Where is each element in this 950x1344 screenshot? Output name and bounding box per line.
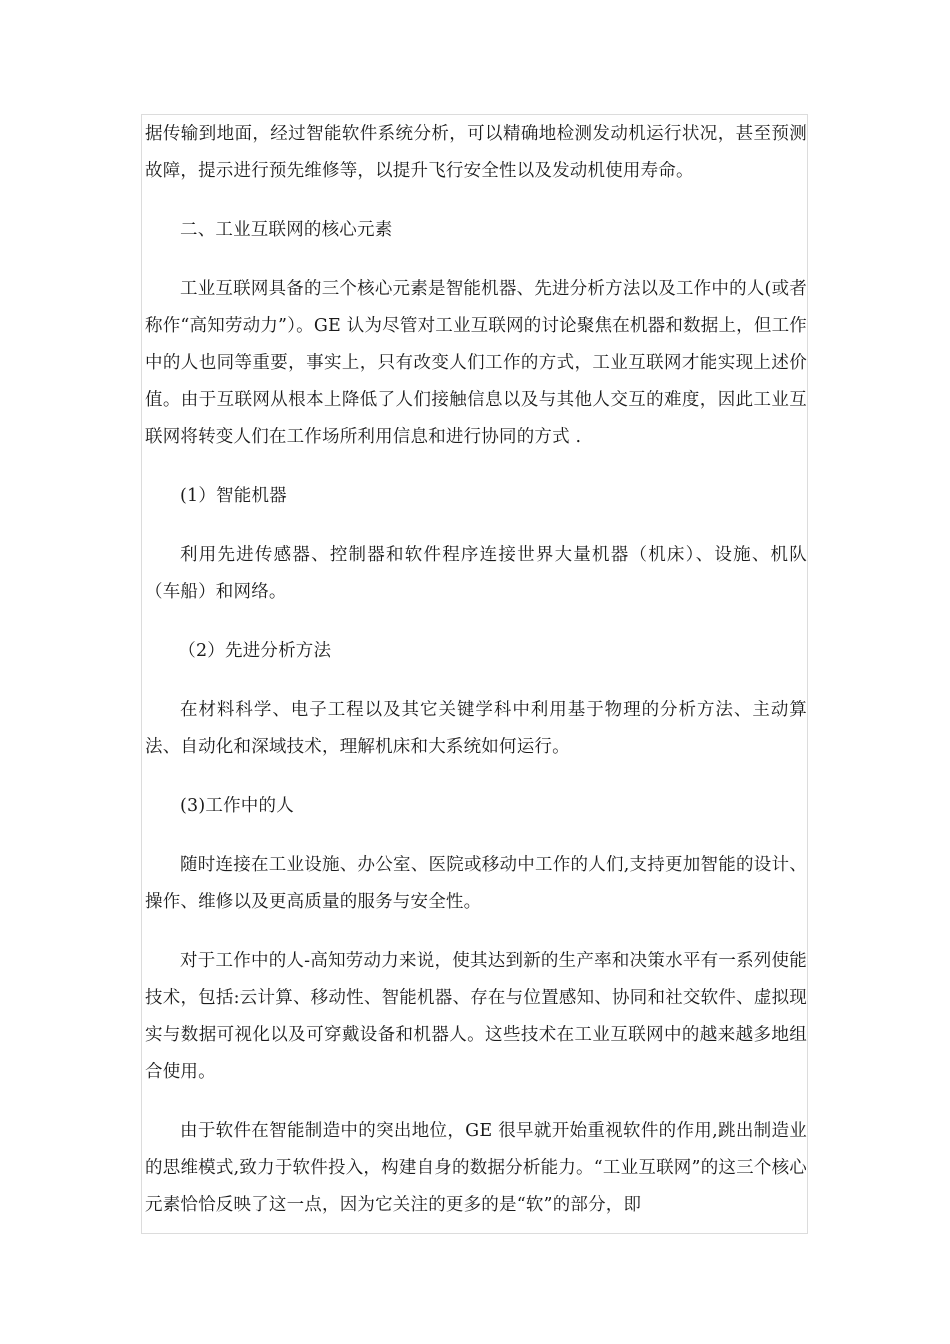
document-body	[145, 116, 807, 1224]
paragraph-advanced-analytics: 在材料科学、电子工程以及其它关键学科中利用基于物理的分析方法、主动算法、自动化和深域技术，理解机床和大系统如何运行。	[145, 700, 807, 757]
section-heading: 二、工业互联网的核心元素	[180, 220, 393, 240]
paragraph-core-elements: 工业互联网具备的三个核心元素是智能机器、先进分析方法以及工作中的人(或者称作“高知劳动力”）。GE 认为尽管对工业互联网的讨论聚焦在机器和数据上，但工作中的人也同等重要，事实上，只有改变人们工作的方式，工业互联网才能实现上述价值。由于互联网从根本上降低了人们接触信息以及与其他人交互的难度，因此工业互联网将转变人们在工作场所利用信息和进行协同的方式 .	[145, 279, 807, 447]
paragraph-smart-machines: 利用先进传感器、控制器和软件程序连接世界大量机器（机床）、设施、机队（车船）和网络。	[145, 545, 807, 602]
paragraph-people-at-work: 随时连接在工业设施、办公室、医院或移动中工作的人们,支持更加智能的设计、操作、维修以及更高质量的服务与安全性。	[145, 855, 807, 912]
subheading-people-at-work: (3)工作中的人	[180, 796, 294, 816]
paragraph-continuation: 据传输到地面，经过智能软件系统分析，可以精确地检测发动机运行状况，甚至预测故障，提示进行预先维修等，以提升飞行安全性以及发动机使用寿命。	[145, 124, 807, 181]
subheading-smart-machines: (1）智能机器	[180, 486, 287, 506]
paragraph-ge-software: 由于软件在智能制造中的突出地位，GE 很早就开始重视软件的作用,跳出制造业的思维模式,致力于软件投入，构建自身的数据分析能力。“工业互联网”的这三个核心元素恰恰反映了这一点，因为它关注的更多的是“软”的部分，即	[145, 1121, 807, 1215]
paragraph-enabling-technologies: 对于工作中的人-高知劳动力来说，使其达到新的生产率和决策水平有一系列使能技术，包括:云计算、移动性、智能机器、存在与位置感知、协同和社交软件、虚拟现实与数据可视化以及可穿戴设备和机器人。这些技术在工业互联网中的越来越多地组合使用。	[145, 951, 807, 1082]
subheading-advanced-analytics: （2）先进分析方法	[178, 641, 332, 661]
